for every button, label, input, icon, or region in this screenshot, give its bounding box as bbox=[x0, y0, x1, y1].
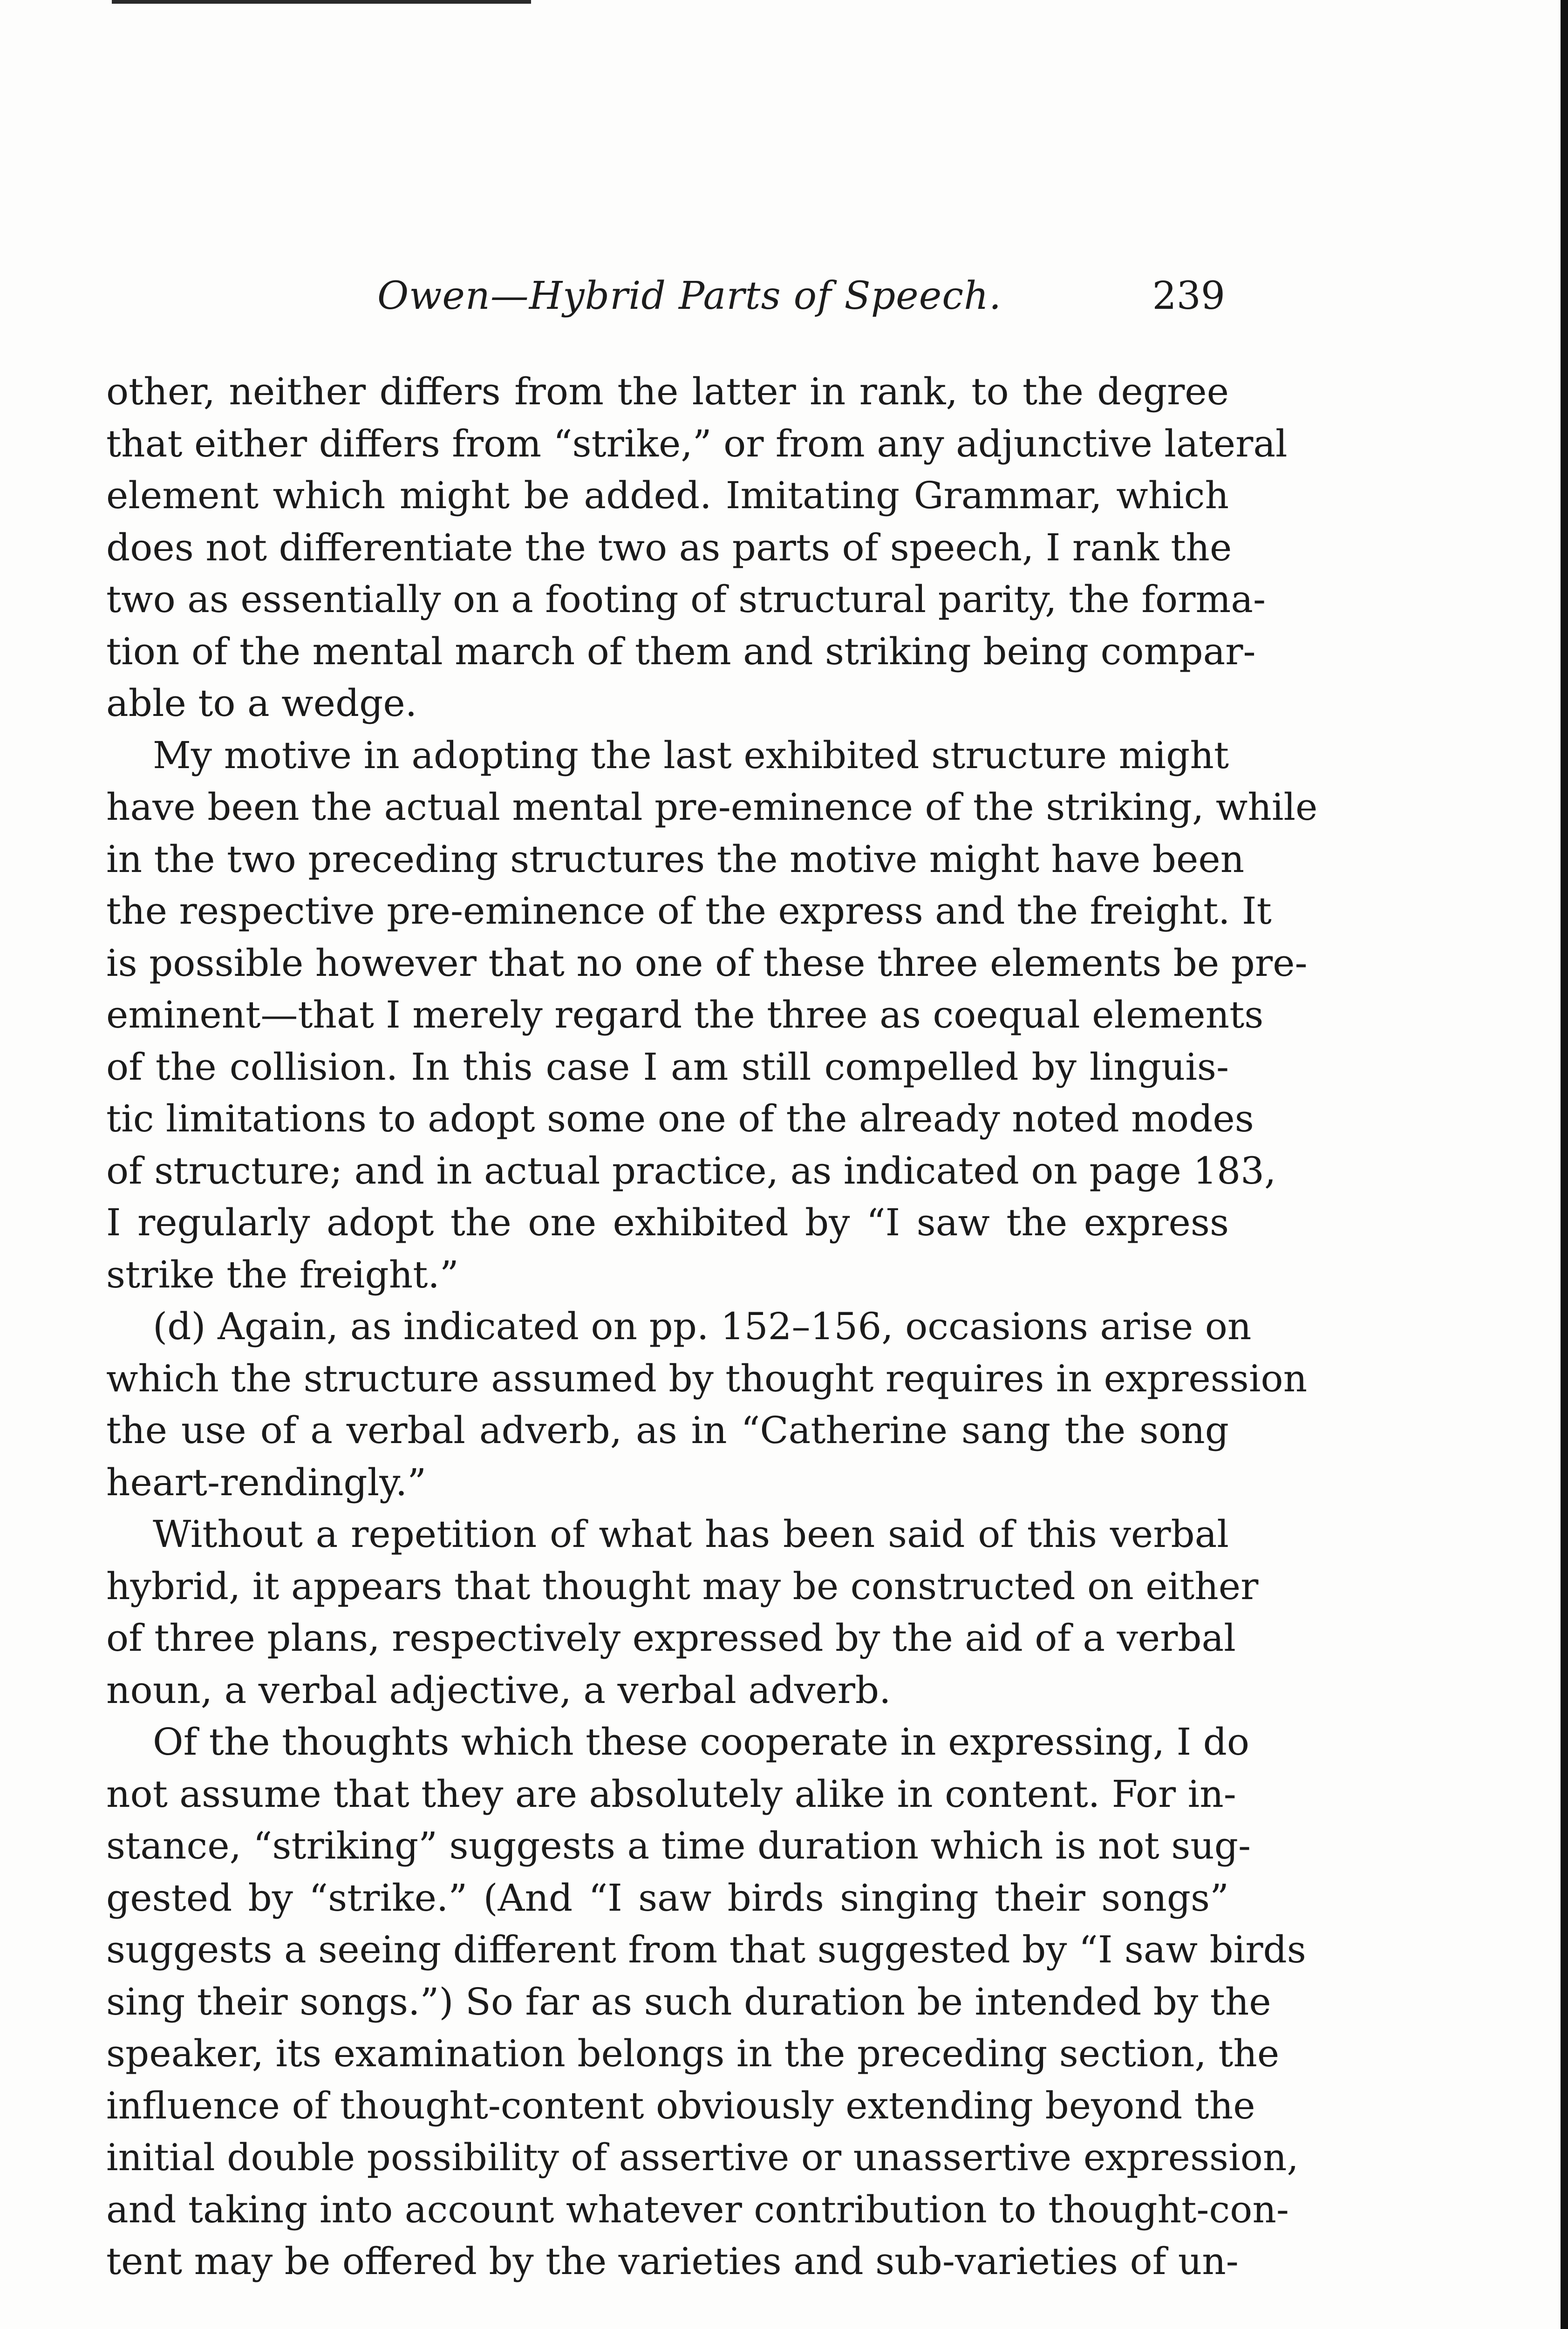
text-line: stance, “striking” suggests a time duration which is not sug- bbox=[106, 1824, 1251, 1867]
scan-top-edge bbox=[112, 0, 531, 4]
text-line: heart-rendingly.” bbox=[106, 1460, 427, 1504]
text-line: suggests a seeing different from that suggested by “I saw birds bbox=[106, 1928, 1306, 1971]
text-line: have been the actual mental pre-eminence of the striking, while bbox=[106, 785, 1318, 829]
scan-right-edge bbox=[1561, 0, 1568, 2329]
text-line: the use of a verbal adverb, as in “Catherine sang the song bbox=[106, 1409, 1229, 1452]
text-line: Of the thoughts which these cooperate in expressing, I do bbox=[153, 1720, 1250, 1764]
running-title: Owen—Hybrid Parts of Speech. bbox=[377, 274, 1002, 318]
text-line: able to a wedge. bbox=[106, 681, 417, 725]
text-line: and taking into account whatever contribution to thought-con- bbox=[106, 2187, 1289, 2231]
body-text bbox=[106, 366, 1318, 2288]
text-line: eminent—that I merely regard the three as coequal elements bbox=[106, 993, 1264, 1036]
text-line: of three plans, respectively expressed by the aid of a verbal bbox=[106, 1616, 1236, 1660]
text-line: not assume that they are absolutely alike in content. For in- bbox=[106, 1772, 1236, 1816]
text-line: tent may be offered by the varieties and sub-varieties of un- bbox=[106, 2240, 1239, 2283]
text-line: of the collision. In this case I am still compelled by linguis- bbox=[106, 1045, 1229, 1089]
text-line: two as essentially on a footing of structural parity, the forma- bbox=[106, 578, 1266, 621]
page-number: 239 bbox=[1152, 274, 1225, 318]
text-line: of structure; and in actual practice, as indicated on page 183, bbox=[106, 1149, 1276, 1192]
text-line: tic limitations to adopt some one of the already noted modes bbox=[106, 1097, 1254, 1140]
text-line: does not differentiate the two as parts of speech, I rank the bbox=[106, 525, 1232, 569]
text-line: which the structure assumed by thought requires in expression bbox=[106, 1356, 1308, 1400]
text-line: gested by “strike.” (And “I saw birds singing their songs” bbox=[106, 1876, 1229, 1920]
text-line: is possible however that no one of these three elements be pre- bbox=[106, 941, 1308, 985]
text-line: other, neither differs from the latter in rank, to the degree bbox=[106, 370, 1229, 413]
text-line: noun, a verbal adjective, a verbal adverb. bbox=[106, 1668, 891, 1712]
text-line: influence of thought-content obviously extending beyond the bbox=[106, 2084, 1255, 2127]
text-line: sing their songs.”) So far as such duration be intended by the bbox=[106, 1980, 1271, 2023]
text-line: that either differs from “strike,” or from any adjunctive lateral bbox=[106, 422, 1288, 465]
text-line: strike the freight.” bbox=[106, 1253, 459, 1296]
text-line: initial double possibility of assertive or unassertive expression, bbox=[106, 2136, 1299, 2179]
text-line: tion of the mental march of them and striking being compar- bbox=[106, 629, 1256, 673]
text-line: Without a repetition of what has been said of this verbal bbox=[153, 1512, 1229, 1556]
text-line: the respective pre-eminence of the express and the freight. It bbox=[106, 889, 1272, 933]
text-line: My motive in adopting the last exhibited structure might bbox=[153, 733, 1229, 777]
text-line: I regularly adopt the one exhibited by “I saw the express bbox=[106, 1201, 1229, 1244]
text-line: hybrid, it appears that thought may be constructed on either bbox=[106, 1564, 1259, 1608]
text-line: speaker, its examination belongs in the preceding section, the bbox=[106, 2032, 1280, 2075]
page-header bbox=[107, 274, 1225, 325]
text-line: (d) Again, as indicated on pp. 152–156, occasions arise on bbox=[153, 1305, 1252, 1348]
text-line: element which might be added. Imitating Grammar, which bbox=[106, 474, 1229, 517]
text-line: in the two preceding structures the motive might have been bbox=[106, 837, 1245, 881]
